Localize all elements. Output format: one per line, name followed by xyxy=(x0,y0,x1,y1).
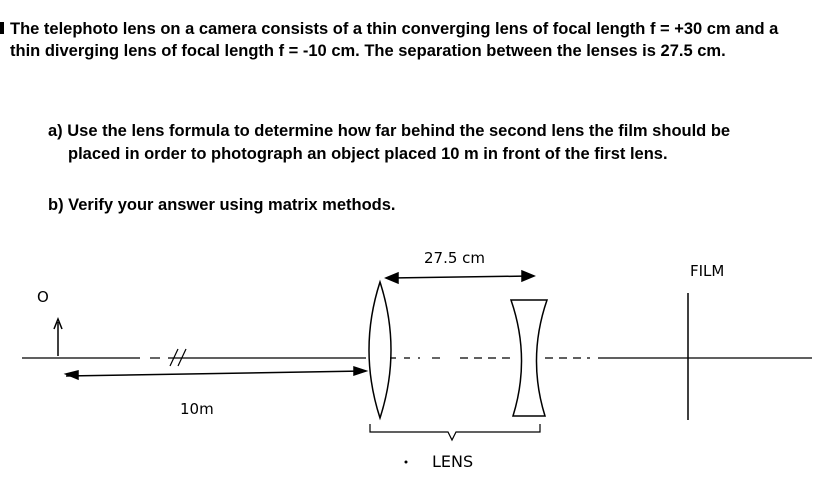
stray-dot xyxy=(405,461,408,464)
lens-brace xyxy=(370,424,540,440)
part-a-line1: a) Use the lens formula to determine how far behind the second lens the film should be xyxy=(48,122,731,140)
part-b: b) Verify your answer using matrix methods. xyxy=(48,196,396,214)
separation-arrow xyxy=(386,271,534,283)
distance-arrow xyxy=(66,367,366,379)
distance-label: 10m xyxy=(180,400,214,418)
film-label: FILM xyxy=(690,262,725,280)
object-label: O xyxy=(37,288,49,306)
object-arrow xyxy=(54,319,62,356)
problem-intro: The telephoto lens on a camera consists of a thin converging lens of focal length f = +30 cm and a thin diverging lens of focal length f = -10 cm. The separation between the lenses is 27.5 cm. xyxy=(10,20,779,60)
lens-label: LENS xyxy=(432,452,474,471)
part-a-line2: placed in order to photograph an object placed 10 m in front of the first lens. xyxy=(68,145,668,163)
converging-lens xyxy=(369,282,391,418)
diverging-lens xyxy=(511,300,547,416)
separation-label: 27.5 cm xyxy=(424,249,486,267)
